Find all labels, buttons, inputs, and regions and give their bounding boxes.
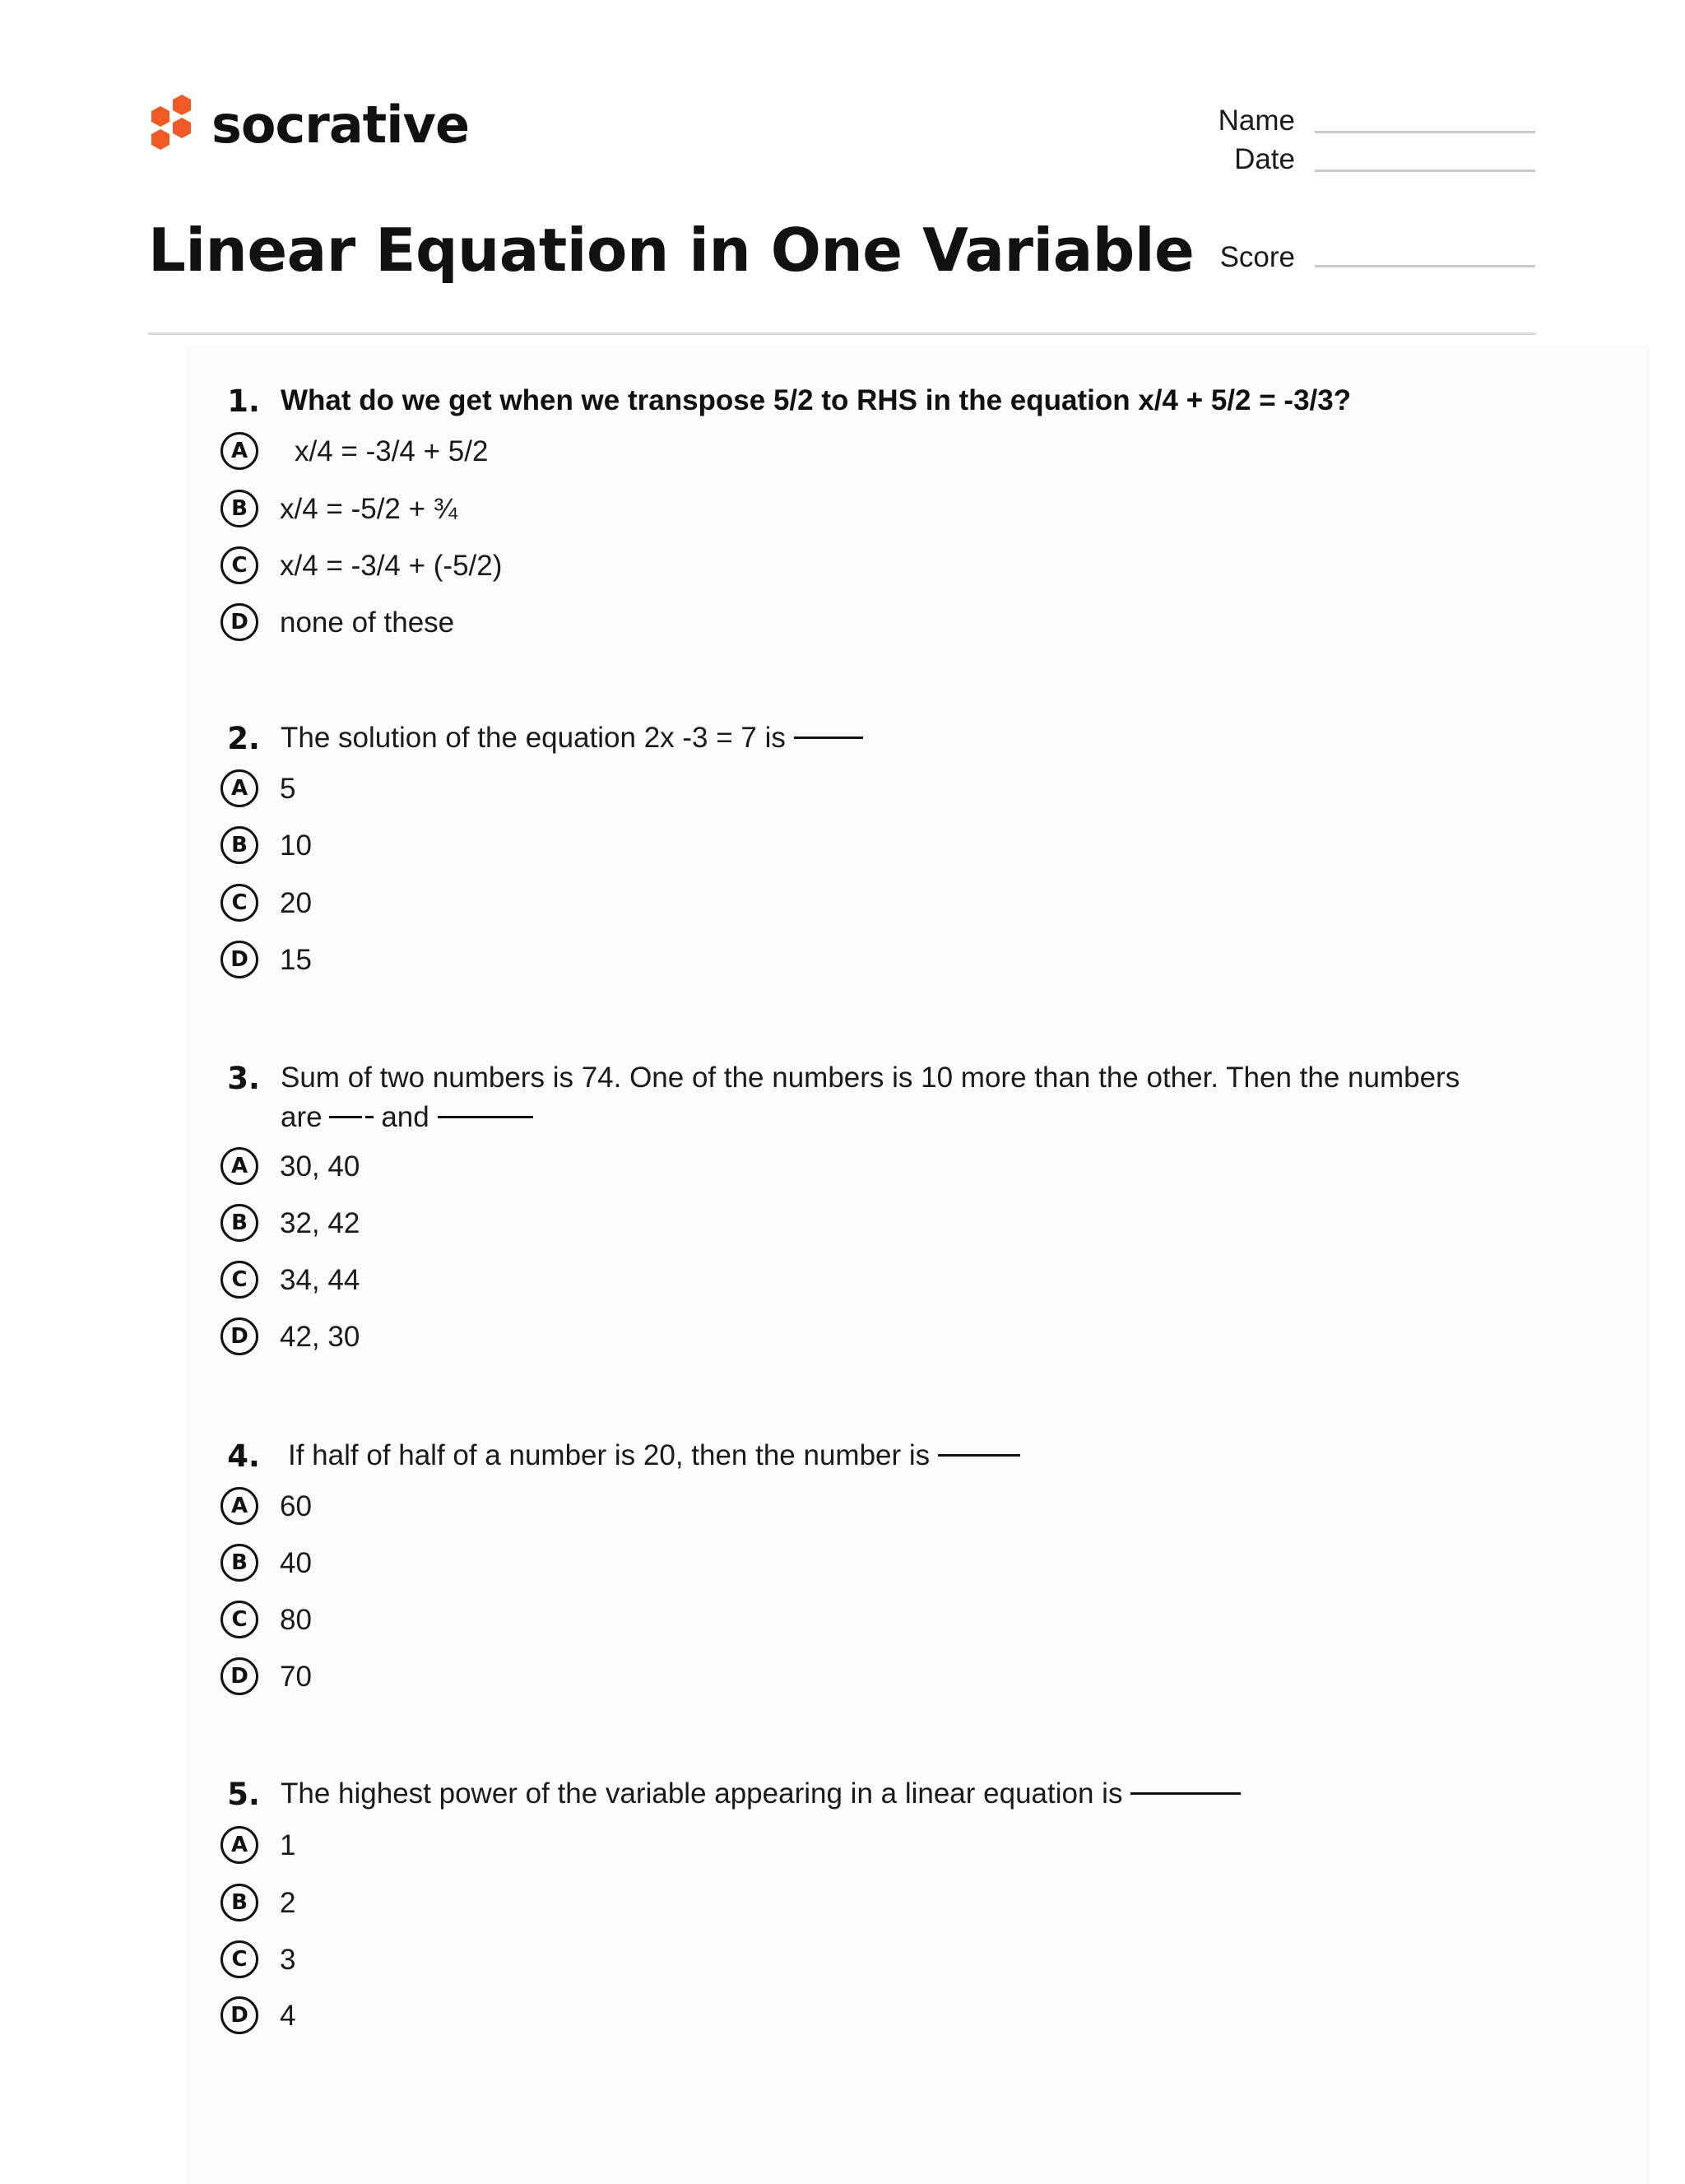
option-bubble-a[interactable]: A: [220, 769, 258, 807]
option-d[interactable]: [220, 603, 1208, 646]
answer-blank: [1130, 1792, 1241, 1795]
option-b[interactable]: [220, 826, 1208, 869]
question-text-line-2: [281, 1098, 1498, 1137]
option-text: x/4 = -5/2 + ¾: [280, 493, 457, 525]
header-divider: [148, 332, 1536, 335]
option-d[interactable]: [220, 1317, 1208, 1360]
option-text: 5: [280, 773, 296, 805]
name-field[interactable]: [1315, 131, 1535, 133]
option-a[interactable]: [220, 769, 1208, 812]
option-a[interactable]: [220, 1487, 1208, 1530]
option-bubble-a[interactable]: A: [220, 432, 258, 470]
answer-blank-1: [329, 1116, 362, 1118]
option-a[interactable]: [220, 432, 1208, 475]
question-text-content: The highest power of the variable appearing in a linear equation is: [281, 1777, 1123, 1810]
option-b[interactable]: [220, 1544, 1208, 1587]
option-bubble-b[interactable]: B: [220, 490, 258, 527]
option-bubble-c[interactable]: C: [220, 884, 258, 922]
question-text: What do we get when we transpose 5/2 to RHS in the equation x/4 + 5/2 = -3/3?: [281, 384, 1352, 416]
option-b[interactable]: [220, 1204, 1208, 1247]
option-d[interactable]: [220, 1657, 1208, 1700]
question-number: 3.: [227, 1061, 260, 1096]
option-text: 60: [280, 1490, 312, 1522]
option-text: 34, 44: [280, 1264, 360, 1296]
option-text: 40: [280, 1547, 312, 1579]
question-number: 1.: [227, 383, 260, 419]
option-c[interactable]: [220, 884, 1208, 927]
option-bubble-d[interactable]: D: [220, 1657, 258, 1695]
option-b[interactable]: [220, 490, 1208, 532]
option-text: 80: [280, 1604, 312, 1636]
question-text-content: The solution of the equation 2x -3 = 7 is: [281, 722, 786, 754]
answer-blank-2: [438, 1116, 533, 1118]
option-text: x/4 = -3/4 + 5/2: [295, 435, 489, 467]
option-bubble-b[interactable]: B: [220, 1884, 258, 1921]
option-bubble-b[interactable]: B: [220, 826, 258, 864]
question-text-content: If half of half of a number is 20, then the number is: [288, 1439, 931, 1471]
option-bubble-d[interactable]: D: [220, 1317, 258, 1355]
option-text: none of these: [280, 606, 455, 639]
hexagon-cluster-logo-icon: [146, 95, 197, 160]
option-bubble-d[interactable]: D: [220, 1996, 258, 2034]
option-bubble-c[interactable]: C: [220, 1601, 258, 1638]
option-text: 32, 42: [280, 1207, 360, 1239]
option-text: 20: [280, 887, 312, 919]
option-text: 4: [280, 2000, 296, 2032]
question-text-line-1: Sum of two numbers is 74. One of the numbers is 10 more than the other. Then the numbers: [281, 1062, 1460, 1094]
question-number: 4.: [227, 1438, 260, 1474]
question-text: [288, 1436, 1506, 1475]
option-a[interactable]: [220, 1147, 1208, 1190]
question-text: [281, 1774, 1498, 1814]
option-bubble-b[interactable]: B: [220, 1544, 258, 1582]
option-c[interactable]: [220, 1940, 1208, 1983]
option-bubble-c[interactable]: C: [220, 1261, 258, 1299]
page-title: Linear Equation in One Variable: [148, 216, 1195, 285]
option-bubble-c[interactable]: C: [220, 1940, 258, 1978]
option-c[interactable]: [220, 546, 1208, 589]
option-text: 2: [280, 1887, 296, 1919]
question-number: 5.: [227, 1777, 260, 1812]
option-text: 42, 30: [280, 1321, 360, 1353]
question-text: [281, 718, 1498, 758]
date-field[interactable]: [1315, 170, 1535, 172]
question-text: [281, 1058, 1498, 1137]
answer-blank: [938, 1454, 1020, 1457]
option-c[interactable]: [220, 1261, 1208, 1303]
option-c[interactable]: [220, 1601, 1208, 1643]
brand-name: socrative: [211, 95, 470, 155]
score-label: Score: [1219, 241, 1295, 273]
option-bubble-a[interactable]: A: [220, 1487, 258, 1525]
option-text: 30, 40: [280, 1150, 360, 1183]
option-b[interactable]: [220, 1884, 1208, 1926]
date-label: Date: [1234, 143, 1295, 175]
score-field[interactable]: [1315, 265, 1535, 267]
option-text: 3: [280, 1944, 296, 1976]
option-d[interactable]: [220, 1996, 1208, 2039]
question-text-and: and: [381, 1101, 429, 1133]
option-bubble-d[interactable]: D: [220, 941, 258, 978]
option-text: 15: [280, 944, 312, 976]
answer-blank-1-tail: [365, 1116, 374, 1118]
question-text-are: are: [281, 1101, 323, 1133]
option-text: 1: [280, 1829, 296, 1861]
answer-blank: [794, 737, 863, 739]
option-d[interactable]: [220, 941, 1208, 983]
option-text: 70: [280, 1661, 312, 1693]
option-text: 10: [280, 829, 312, 862]
option-bubble-b[interactable]: B: [220, 1204, 258, 1242]
option-text: x/4 = -3/4 + (-5/2): [280, 550, 503, 582]
option-bubble-a[interactable]: A: [220, 1826, 258, 1864]
question-number: 2.: [227, 721, 260, 756]
option-bubble-a[interactable]: A: [220, 1147, 258, 1185]
option-bubble-c[interactable]: C: [220, 546, 258, 584]
name-label: Name: [1218, 105, 1295, 137]
option-a[interactable]: [220, 1826, 1208, 1869]
option-bubble-d[interactable]: D: [220, 603, 258, 641]
